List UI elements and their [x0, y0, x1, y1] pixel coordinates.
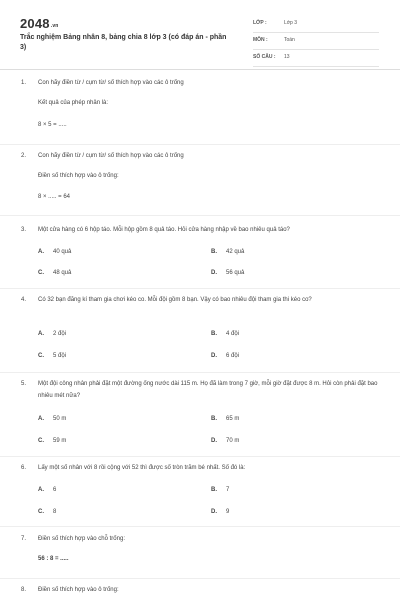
- meta-subject-value: Toán: [284, 37, 295, 43]
- question-number: 4.: [21, 297, 27, 303]
- option-b[interactable]: B. 65 m: [211, 416, 240, 422]
- meta-count-row: [253, 50, 379, 67]
- question-text: Có 32 bạn đăng kí tham gia chơi kéo co. Mỗi đội gồm 8 bạn. Vậy có bao nhiêu đội tham gia thi kéo co?: [38, 297, 312, 303]
- option-a[interactable]: A. 2 đội: [38, 331, 67, 337]
- document-title: Trắc nghiệm Bảng nhân 8, bảng chia 8 lớp 3 (có đáp án - phần 3): [20, 34, 227, 51]
- meta-box: [253, 16, 379, 67]
- site-logo[interactable]: [20, 16, 59, 31]
- question-separator: [0, 456, 400, 457]
- question-subtext: Điền số thích hợp vào ô trống:: [38, 173, 119, 179]
- option-a[interactable]: A. 50 m: [38, 416, 67, 422]
- option-d[interactable]: D. 6 đội: [211, 353, 240, 359]
- question-number: 2.: [21, 153, 27, 159]
- question-text: Một đội công nhân phải đặt một đường ống nước dài 115 m. Họ đã làm trong 7 giờ, mỗi giờ đặt được 8 m. Hỏi còn phải đặt bao nhiêu mét nữa?: [38, 381, 378, 399]
- logo-text: 2048: [20, 16, 50, 31]
- question-separator: [0, 215, 400, 216]
- meta-class-value: Lớp 3: [284, 20, 298, 26]
- question-expression[interactable]: 8 × 5 = .....: [38, 122, 67, 128]
- option-c[interactable]: C. 5 đội: [38, 353, 67, 359]
- question-separator: [0, 578, 400, 579]
- header-divider: [0, 69, 400, 70]
- question-expression[interactable]: 8 × ..... = 64: [38, 194, 71, 200]
- option-b[interactable]: B. 42 quả: [211, 249, 245, 255]
- question-text: Lấy một số nhân với 8 rồi cộng với 52 thì được số tròn trăm bé nhất. Số đó là:: [38, 465, 246, 471]
- meta-class-row: [253, 16, 379, 33]
- question-separator: [0, 372, 400, 373]
- option-c[interactable]: C. 48 quả: [38, 270, 72, 276]
- option-d[interactable]: D. 9: [211, 509, 230, 515]
- question-text: Con hãy điền từ / cụm từ/ số thích hợp vào các ô trống: [38, 153, 184, 159]
- question-separator: [0, 526, 400, 527]
- logo-suffix: .vn: [50, 23, 59, 29]
- meta-subject-row: [253, 33, 379, 50]
- question-text: Con hãy điền từ / cụm từ/ số thích hợp vào các ô trống: [38, 80, 184, 86]
- question-separator: [0, 144, 400, 145]
- meta-class-label: LỚP :: [253, 20, 267, 26]
- question-number: 5.: [21, 381, 27, 387]
- meta-subject-label: MÔN :: [253, 37, 268, 43]
- option-d[interactable]: D. 70 m: [211, 438, 240, 444]
- meta-count-label: SỐ CÂU :: [253, 54, 276, 60]
- question-number: 1.: [21, 80, 27, 86]
- question-number: 7.: [21, 536, 27, 542]
- option-d[interactable]: D. 56 quả: [211, 270, 245, 276]
- question-number: 6.: [21, 465, 27, 471]
- question-number: 3.: [21, 227, 27, 233]
- question-text: Điền số thích hợp vào ô trống:: [38, 587, 119, 593]
- option-b[interactable]: B. 7: [211, 487, 230, 493]
- option-c[interactable]: C. 59 m: [38, 438, 67, 444]
- question-subtext: Kết quả của phép nhân là:: [38, 100, 109, 106]
- option-a[interactable]: A. 6: [38, 487, 57, 493]
- option-b[interactable]: B. 4 đội: [211, 331, 240, 337]
- question-text: Điền số thích hợp vào chỗ trống:: [38, 536, 125, 542]
- worksheet-header: [0, 0, 400, 70]
- question-separator: [0, 288, 400, 289]
- question-text: Một cửa hàng có 6 hộp táo. Mỗi hộp gồm 8 quả táo. Hỏi cửa hàng nhập về bao nhiêu quả táo?: [38, 227, 290, 233]
- question-number: 8.: [21, 587, 27, 593]
- option-c[interactable]: C. 8: [38, 509, 57, 515]
- question-expression[interactable]: 56 : 8 = .....: [38, 556, 69, 562]
- option-a[interactable]: A. 40 quả: [38, 249, 72, 255]
- meta-count-value: 13: [284, 54, 290, 60]
